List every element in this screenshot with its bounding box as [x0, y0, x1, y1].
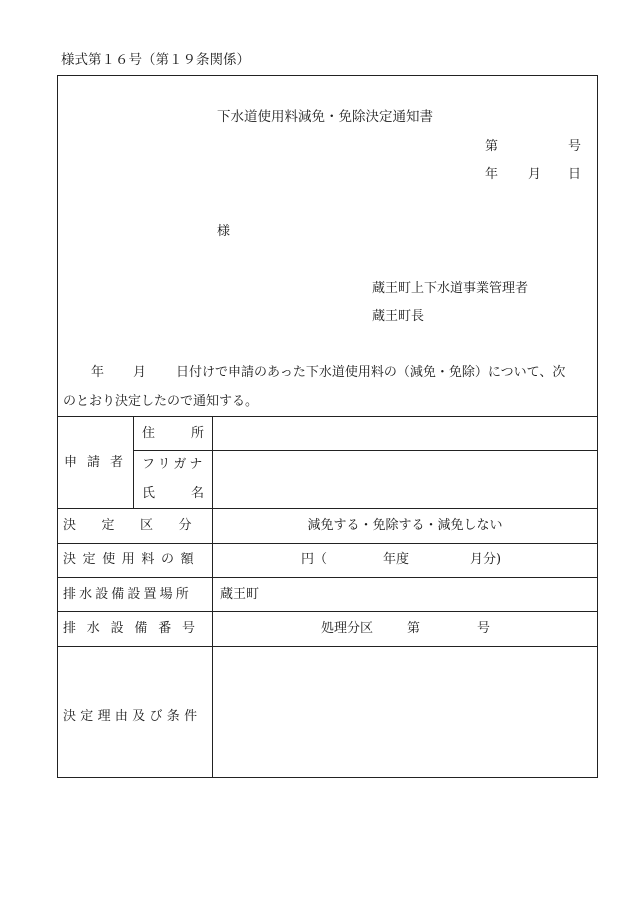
body-year: 年 — [91, 365, 105, 380]
date-day: 日 — [568, 167, 582, 182]
facility-number-label: 排水設備番号 — [63, 621, 206, 636]
form-number-label: 様式第１６号（第１９条関係） — [61, 52, 250, 68]
decision-type-label: 決定区分 — [63, 518, 218, 533]
location-value: 蔵王町 — [220, 587, 260, 602]
amount-label: 決定使用料の額 — [63, 552, 201, 567]
body-text-line-1: 日付けで申請のあった下水道使用料の（減免・免除）について、次 — [176, 365, 566, 380]
address-row-rule — [133, 450, 598, 451]
document-title: 下水道使用料減免・免除決定通知書 — [217, 109, 433, 125]
issuer-line-1: 蔵王町上下水道事業管理者 — [372, 281, 529, 296]
table-top-rule — [57, 416, 598, 417]
label-column-divider — [212, 416, 213, 778]
location-label: 排水設備設置場所 — [63, 587, 192, 602]
amount-row-rule — [57, 577, 598, 578]
decision-row-rule — [57, 543, 598, 544]
applicant-label-text: 申請者 — [64, 455, 134, 470]
name-label: 氏名 — [142, 486, 241, 501]
facility-row-rule — [57, 646, 598, 647]
body-month: 月 — [133, 365, 147, 380]
amount-yen: 円（ — [301, 552, 328, 567]
doc-number-prefix: 第 — [485, 139, 499, 154]
doc-number-suffix: 号 — [568, 139, 582, 154]
addressee-suffix: 様 — [217, 224, 231, 239]
issuer-line-2: 蔵王町長 — [372, 309, 425, 324]
applicant-divider — [133, 416, 134, 508]
address-label: 住所 — [142, 426, 241, 441]
facility-number-prefix: 第 — [407, 621, 421, 636]
facility-district: 処理分区 — [321, 621, 374, 636]
date-year: 年 — [485, 167, 499, 182]
notice-frame — [57, 75, 598, 778]
facility-number-suffix: 号 — [477, 621, 491, 636]
location-row-rule — [57, 611, 598, 612]
body-text-line-2: のとおり決定したので通知する。 — [63, 394, 259, 409]
amount-fiscal-year: 年度 — [383, 552, 410, 567]
date-month: 月 — [528, 167, 542, 182]
furigana-label: フリガナ — [142, 457, 206, 472]
reason-label: 決定理由及び条件 — [63, 709, 202, 724]
applicant-bottom-rule — [57, 508, 598, 509]
applicant-label — [64, 455, 134, 470]
amount-month: 月分) — [470, 552, 502, 567]
decision-type-value: 減免する・免除する・減免しない — [307, 518, 503, 533]
